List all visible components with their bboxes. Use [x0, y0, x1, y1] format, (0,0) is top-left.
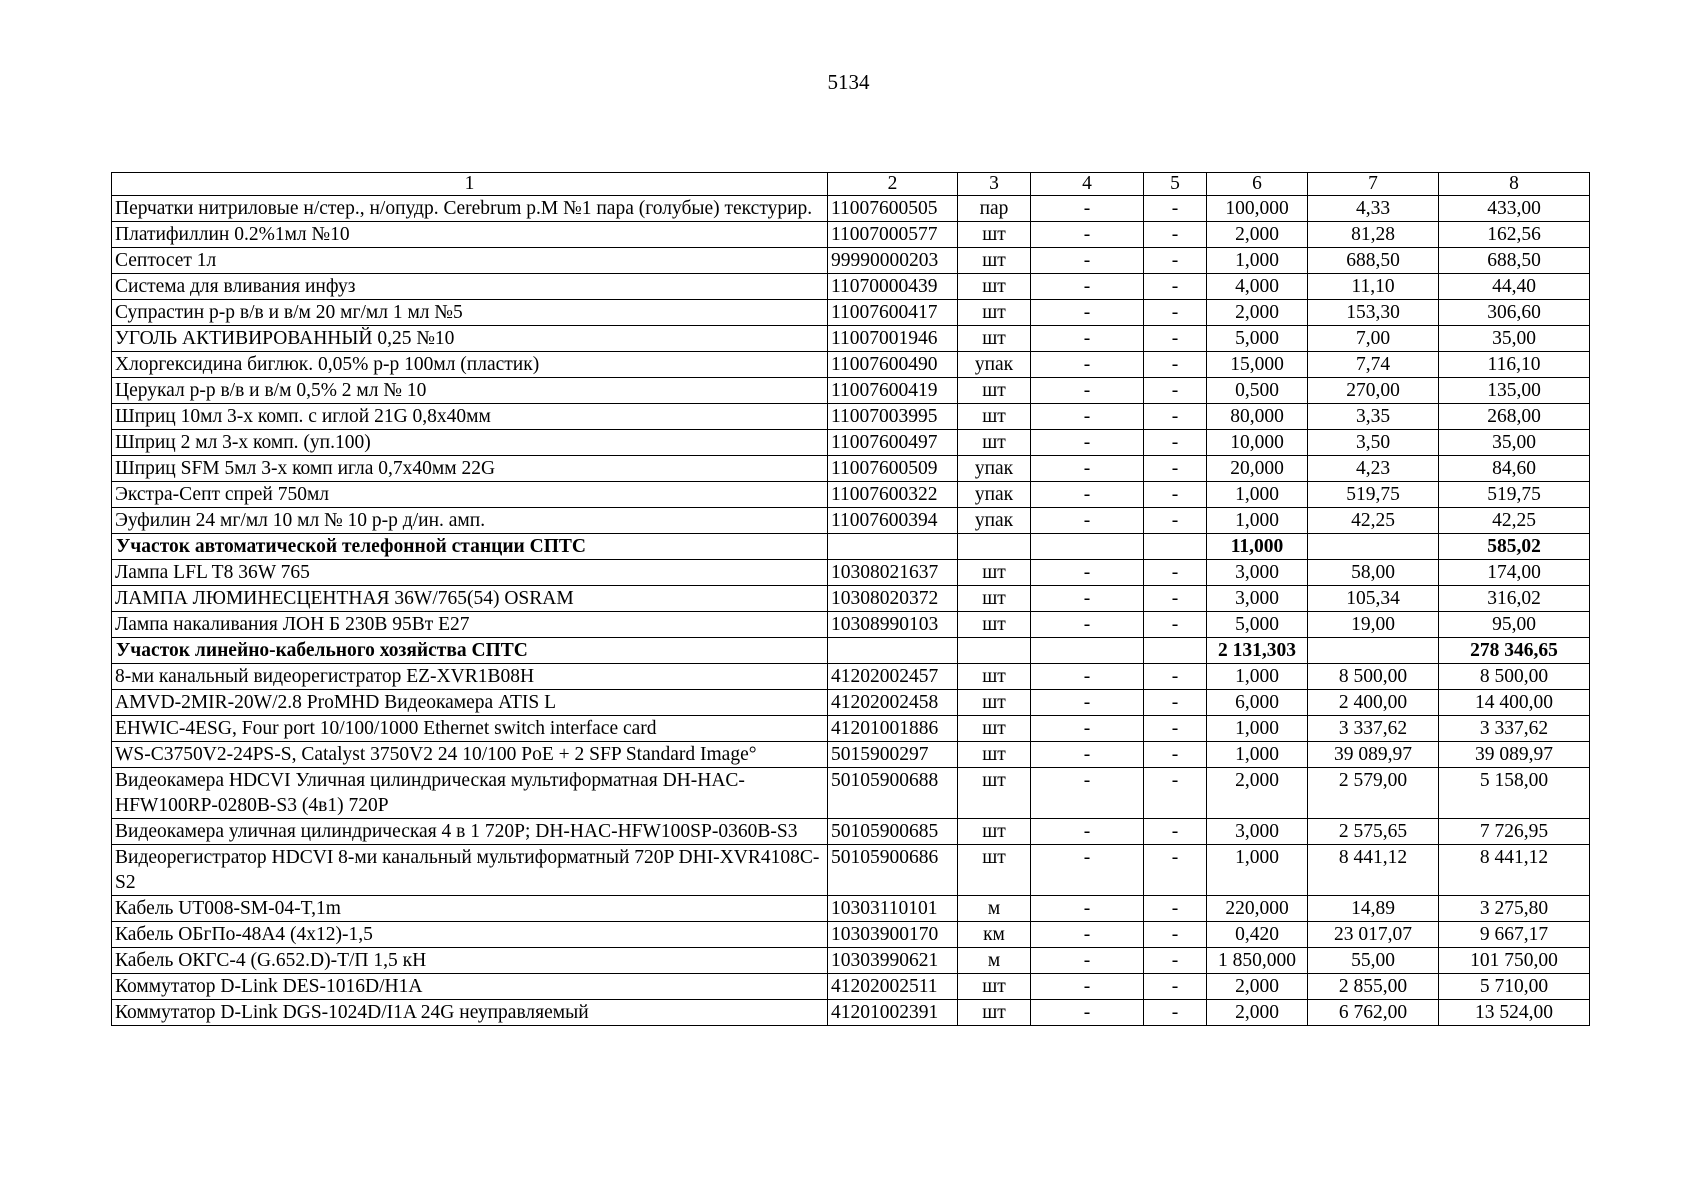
item-unit: шт	[958, 560, 1031, 586]
item-col5: -	[1144, 508, 1207, 534]
item-unit: шт	[958, 664, 1031, 690]
table-row	[112, 896, 1590, 922]
item-unit: шт	[958, 378, 1031, 404]
item-unit: шт	[958, 248, 1031, 274]
item-code: 50105900686	[828, 845, 958, 896]
item-name: Шприц SFM 5мл 3-х комп игла 0,7х40мм 22G	[112, 456, 828, 482]
item-price: 7,00	[1308, 326, 1439, 352]
item-col4: -	[1031, 326, 1144, 352]
item-name: Шприц 10мл 3-х комп. с иглой 21G 0,8х40мм	[112, 404, 828, 430]
item-sum: 162,56	[1439, 222, 1590, 248]
item-sum: 585,02	[1439, 534, 1590, 560]
table-row	[112, 1000, 1590, 1026]
item-code: 41201001886	[828, 716, 958, 742]
table-row	[112, 690, 1590, 716]
table-row	[112, 845, 1590, 896]
item-quantity: 2 131,303	[1207, 638, 1308, 664]
item-unit: упак	[958, 508, 1031, 534]
item-price: 8 441,12	[1308, 845, 1439, 896]
item-price: 2 579,00	[1308, 768, 1439, 819]
item-sum: 8 441,12	[1439, 845, 1590, 896]
header-cell: 4	[1031, 173, 1144, 196]
item-price	[1308, 638, 1439, 664]
item-code: 11007600417	[828, 300, 958, 326]
item-name: Участок автоматической телефонной станции СПТС	[112, 534, 828, 560]
item-col4: -	[1031, 300, 1144, 326]
item-col4: -	[1031, 768, 1144, 819]
item-code: 10303900170	[828, 922, 958, 948]
table-row	[112, 456, 1590, 482]
item-unit: шт	[958, 404, 1031, 430]
item-code: 41202002511	[828, 974, 958, 1000]
item-col5: -	[1144, 948, 1207, 974]
header-cell: 2	[828, 173, 958, 196]
item-price: 39 089,97	[1308, 742, 1439, 768]
item-col5	[1144, 534, 1207, 560]
page-number: 5134	[827, 70, 870, 94]
item-sum: 9 667,17	[1439, 922, 1590, 948]
item-name: Видеорегистратор HDCVI 8-ми канальный мультиформатный 720P DHI-XVR4108C-S2	[112, 845, 828, 896]
item-price: 2 855,00	[1308, 974, 1439, 1000]
item-quantity: 1 850,000	[1207, 948, 1308, 974]
item-col5: -	[1144, 196, 1207, 222]
item-name: УГОЛЬ АКТИВИРОВАННЫЙ 0,25 №10	[112, 326, 828, 352]
item-name: Платифиллин 0.2%1мл №10	[112, 222, 828, 248]
item-quantity: 3,000	[1207, 560, 1308, 586]
item-unit: шт	[958, 845, 1031, 896]
item-unit: упак	[958, 482, 1031, 508]
item-name: Видеокамера уличная цилиндрическая 4 в 1 720P; DH-HAC-HFW100SP-0360B-S3	[112, 819, 828, 845]
item-price: 4,23	[1308, 456, 1439, 482]
section-row	[112, 534, 1590, 560]
item-code: 11007600497	[828, 430, 958, 456]
table-row	[112, 508, 1590, 534]
table-row	[112, 482, 1590, 508]
item-quantity: 220,000	[1207, 896, 1308, 922]
item-col5: -	[1144, 612, 1207, 638]
item-sum: 35,00	[1439, 326, 1590, 352]
item-col5: -	[1144, 482, 1207, 508]
item-unit: шт	[958, 768, 1031, 819]
item-col4: -	[1031, 404, 1144, 430]
item-sum: 84,60	[1439, 456, 1590, 482]
item-col4: -	[1031, 482, 1144, 508]
item-code: 11007000577	[828, 222, 958, 248]
item-col5: -	[1144, 1000, 1207, 1026]
item-code: 41202002457	[828, 664, 958, 690]
item-col4: -	[1031, 196, 1144, 222]
item-quantity: 4,000	[1207, 274, 1308, 300]
item-quantity: 2,000	[1207, 222, 1308, 248]
table-row	[112, 948, 1590, 974]
item-col5	[1144, 638, 1207, 664]
item-quantity: 1,000	[1207, 845, 1308, 896]
item-price: 519,75	[1308, 482, 1439, 508]
item-col4	[1031, 638, 1144, 664]
item-col5: -	[1144, 274, 1207, 300]
item-price: 105,34	[1308, 586, 1439, 612]
item-unit: км	[958, 922, 1031, 948]
item-price: 153,30	[1308, 300, 1439, 326]
item-name: Система для вливания инфуз	[112, 274, 828, 300]
item-unit: шт	[958, 430, 1031, 456]
item-price: 7,74	[1308, 352, 1439, 378]
item-col4: -	[1031, 560, 1144, 586]
item-name: Кабель UT008-SM-04-T,1m	[112, 896, 828, 922]
table-row	[112, 586, 1590, 612]
item-sum: 268,00	[1439, 404, 1590, 430]
item-code: 11007600505	[828, 196, 958, 222]
item-unit: шт	[958, 690, 1031, 716]
item-col4: -	[1031, 430, 1144, 456]
table-row	[112, 404, 1590, 430]
item-code: 50105900685	[828, 819, 958, 845]
table-row	[112, 248, 1590, 274]
item-code: 11070000439	[828, 274, 958, 300]
table-row	[112, 819, 1590, 845]
item-price: 688,50	[1308, 248, 1439, 274]
item-quantity: 0,420	[1207, 922, 1308, 948]
item-col5: -	[1144, 742, 1207, 768]
item-sum: 316,02	[1439, 586, 1590, 612]
item-name: Коммутатор D-Link DES-1016D/H1A	[112, 974, 828, 1000]
item-sum: 116,10	[1439, 352, 1590, 378]
item-name: Участок линейно-кабельного хозяйства СПТС	[112, 638, 828, 664]
item-quantity: 10,000	[1207, 430, 1308, 456]
item-price: 81,28	[1308, 222, 1439, 248]
header-cell: 7	[1308, 173, 1439, 196]
item-col5: -	[1144, 248, 1207, 274]
item-sum: 5 158,00	[1439, 768, 1590, 819]
item-sum: 5 710,00	[1439, 974, 1590, 1000]
item-unit: упак	[958, 352, 1031, 378]
item-sum: 13 524,00	[1439, 1000, 1590, 1026]
item-code: 5015900297	[828, 742, 958, 768]
item-sum: 7 726,95	[1439, 819, 1590, 845]
item-code: 11007600419	[828, 378, 958, 404]
item-col5: -	[1144, 560, 1207, 586]
item-col4: -	[1031, 274, 1144, 300]
item-sum: 3 275,80	[1439, 896, 1590, 922]
item-col5: -	[1144, 404, 1207, 430]
item-col5: -	[1144, 768, 1207, 819]
item-col4: -	[1031, 378, 1144, 404]
item-code: 41202002458	[828, 690, 958, 716]
item-quantity: 1,000	[1207, 482, 1308, 508]
item-col4: -	[1031, 974, 1144, 1000]
item-sum: 3 337,62	[1439, 716, 1590, 742]
item-col4: -	[1031, 222, 1144, 248]
item-sum: 688,50	[1439, 248, 1590, 274]
item-col4: -	[1031, 664, 1144, 690]
item-col4: -	[1031, 456, 1144, 482]
item-name: EHWIC-4ESG, Four port 10/100/1000 Ethernet switch interface card	[112, 716, 828, 742]
section-row	[112, 638, 1590, 664]
item-unit: шт	[958, 742, 1031, 768]
table-row	[112, 664, 1590, 690]
item-quantity: 6,000	[1207, 690, 1308, 716]
item-unit: шт	[958, 586, 1031, 612]
item-code: 10308990103	[828, 612, 958, 638]
item-unit: м	[958, 896, 1031, 922]
item-sum: 42,25	[1439, 508, 1590, 534]
item-quantity: 20,000	[1207, 456, 1308, 482]
item-name: 8-ми канальный видеорегистратор EZ-XVR1B08H	[112, 664, 828, 690]
item-price: 3 337,62	[1308, 716, 1439, 742]
item-code: 11007001946	[828, 326, 958, 352]
item-price: 8 500,00	[1308, 664, 1439, 690]
item-quantity: 100,000	[1207, 196, 1308, 222]
item-unit: м	[958, 948, 1031, 974]
item-col5: -	[1144, 819, 1207, 845]
item-col4: -	[1031, 248, 1144, 274]
table-row	[112, 274, 1590, 300]
item-col5: -	[1144, 222, 1207, 248]
item-name: Коммутатор D-Link DGS-1024D/I1A 24G неуправляемый	[112, 1000, 828, 1026]
item-unit: шт	[958, 819, 1031, 845]
item-col4: -	[1031, 1000, 1144, 1026]
item-price: 2 400,00	[1308, 690, 1439, 716]
item-price: 4,33	[1308, 196, 1439, 222]
item-code: 99990000203	[828, 248, 958, 274]
table-row	[112, 196, 1590, 222]
item-price: 270,00	[1308, 378, 1439, 404]
item-unit: шт	[958, 300, 1031, 326]
item-name: Лампа LFL T8 36W 765	[112, 560, 828, 586]
item-col5: -	[1144, 378, 1207, 404]
item-col4: -	[1031, 948, 1144, 974]
item-sum: 101 750,00	[1439, 948, 1590, 974]
item-code: 11007003995	[828, 404, 958, 430]
item-quantity: 1,000	[1207, 508, 1308, 534]
item-price: 58,00	[1308, 560, 1439, 586]
item-price: 55,00	[1308, 948, 1439, 974]
item-sum: 8 500,00	[1439, 664, 1590, 690]
item-sum: 433,00	[1439, 196, 1590, 222]
item-name: WS-C3750V2-24PS-S, Catalyst 3750V2 24 10/100 PoE + 2 SFP Standard Image°	[112, 742, 828, 768]
item-name: Церукал р-р в/в и в/м 0,5% 2 мл № 10	[112, 378, 828, 404]
item-col4: -	[1031, 352, 1144, 378]
item-price: 42,25	[1308, 508, 1439, 534]
item-code: 10303110101	[828, 896, 958, 922]
table-row	[112, 560, 1590, 586]
item-quantity: 0,500	[1207, 378, 1308, 404]
item-code: 11007600394	[828, 508, 958, 534]
item-unit: шт	[958, 974, 1031, 1000]
item-price: 19,00	[1308, 612, 1439, 638]
item-unit: шт	[958, 1000, 1031, 1026]
item-quantity: 5,000	[1207, 612, 1308, 638]
item-name: Эуфилин 24 мг/мл 10 мл № 10 р-р д/ин. амп.	[112, 508, 828, 534]
item-code: 11007600490	[828, 352, 958, 378]
item-quantity: 2,000	[1207, 974, 1308, 1000]
item-sum: 39 089,97	[1439, 742, 1590, 768]
item-quantity: 2,000	[1207, 1000, 1308, 1026]
item-quantity: 15,000	[1207, 352, 1308, 378]
item-col5: -	[1144, 845, 1207, 896]
item-quantity: 2,000	[1207, 300, 1308, 326]
table-row	[112, 300, 1590, 326]
item-price: 3,50	[1308, 430, 1439, 456]
item-quantity: 5,000	[1207, 326, 1308, 352]
table-row	[112, 352, 1590, 378]
table-row	[112, 612, 1590, 638]
table-row	[112, 742, 1590, 768]
item-unit: шт	[958, 222, 1031, 248]
item-unit: пар	[958, 196, 1031, 222]
item-code: 41201002391	[828, 1000, 958, 1026]
item-name: Видеокамера HDCVI Уличная цилиндрическая мультиформатная DH-HAC-HFW100RP-0280B-S3 (4в1) 720P	[112, 768, 828, 819]
item-col4: -	[1031, 586, 1144, 612]
item-col5: -	[1144, 716, 1207, 742]
item-col4: -	[1031, 690, 1144, 716]
table-row	[112, 716, 1590, 742]
item-name: AMVD-2MIR-20W/2.8 ProMHD Видеокамера ATIS L	[112, 690, 828, 716]
item-sum: 14 400,00	[1439, 690, 1590, 716]
item-price: 3,35	[1308, 404, 1439, 430]
item-col5: -	[1144, 430, 1207, 456]
item-price: 23 017,07	[1308, 922, 1439, 948]
item-price	[1308, 534, 1439, 560]
table-row	[112, 922, 1590, 948]
item-code: 10308020372	[828, 586, 958, 612]
item-sum: 35,00	[1439, 430, 1590, 456]
item-unit: шт	[958, 716, 1031, 742]
item-name: Хлоргексидина биглюк. 0,05% р-р 100мл (пластик)	[112, 352, 828, 378]
item-quantity: 80,000	[1207, 404, 1308, 430]
item-col4: -	[1031, 716, 1144, 742]
item-col4: -	[1031, 922, 1144, 948]
item-col5: -	[1144, 690, 1207, 716]
item-name: Лампа накаливания ЛОН Б 230В 95Вт Е27	[112, 612, 828, 638]
item-unit: шт	[958, 326, 1031, 352]
item-unit: шт	[958, 612, 1031, 638]
table-row	[112, 430, 1590, 456]
item-name: Экстра-Септ спрей 750мл	[112, 482, 828, 508]
item-col4	[1031, 534, 1144, 560]
item-code: 11007600322	[828, 482, 958, 508]
item-col4: -	[1031, 612, 1144, 638]
item-quantity: 1,000	[1207, 248, 1308, 274]
header-cell: 6	[1207, 173, 1308, 196]
item-name: Супрастин р-р в/в и в/м 20 мг/мл 1 мл №5	[112, 300, 828, 326]
item-code	[828, 638, 958, 664]
item-name: ЛАМПА ЛЮМИНЕСЦЕНТНАЯ 36W/765(54) OSRAM	[112, 586, 828, 612]
item-sum: 95,00	[1439, 612, 1590, 638]
item-code: 10303990621	[828, 948, 958, 974]
item-quantity: 1,000	[1207, 742, 1308, 768]
item-col5: -	[1144, 352, 1207, 378]
header-cell: 5	[1144, 173, 1207, 196]
item-name: Перчатки нитриловые н/стер., н/опудр. Cerebrum р.М №1 пара (голубые) текстурир.	[112, 196, 828, 222]
item-col5: -	[1144, 456, 1207, 482]
item-sum: 306,60	[1439, 300, 1590, 326]
item-col5: -	[1144, 326, 1207, 352]
item-quantity: 1,000	[1207, 716, 1308, 742]
item-code: 50105900688	[828, 768, 958, 819]
header-cell: 8	[1439, 173, 1590, 196]
item-col4: -	[1031, 508, 1144, 534]
item-code: 11007600509	[828, 456, 958, 482]
item-code: 10308021637	[828, 560, 958, 586]
item-col4: -	[1031, 896, 1144, 922]
item-price: 2 575,65	[1308, 819, 1439, 845]
item-unit: упак	[958, 456, 1031, 482]
table-row	[112, 326, 1590, 352]
item-unit	[958, 638, 1031, 664]
item-col5: -	[1144, 922, 1207, 948]
item-unit	[958, 534, 1031, 560]
item-sum: 44,40	[1439, 274, 1590, 300]
item-sum: 278 346,65	[1439, 638, 1590, 664]
item-quantity: 11,000	[1207, 534, 1308, 560]
item-unit: шт	[958, 274, 1031, 300]
item-name: Септосет 1л	[112, 248, 828, 274]
item-col5: -	[1144, 664, 1207, 690]
item-col4: -	[1031, 845, 1144, 896]
item-quantity: 2,000	[1207, 768, 1308, 819]
table-row	[112, 222, 1590, 248]
item-code	[828, 534, 958, 560]
item-price: 6 762,00	[1308, 1000, 1439, 1026]
item-col5: -	[1144, 300, 1207, 326]
table-row	[112, 768, 1590, 819]
item-col5: -	[1144, 586, 1207, 612]
item-quantity: 1,000	[1207, 664, 1308, 690]
item-name: Кабель ОБгПо-48А4 (4х12)-1,5	[112, 922, 828, 948]
table-row	[112, 378, 1590, 404]
item-name: Шприц 2 мл 3-х комп. (уп.100)	[112, 430, 828, 456]
header-cell: 1	[112, 173, 828, 196]
header-cell: 3	[958, 173, 1031, 196]
item-name: Кабель ОКГС-4 (G.652.D)-Т/П 1,5 кН	[112, 948, 828, 974]
header-row	[112, 173, 1590, 196]
inventory-table	[111, 172, 1590, 1026]
item-sum: 174,00	[1439, 560, 1590, 586]
item-col4: -	[1031, 819, 1144, 845]
item-price: 14,89	[1308, 896, 1439, 922]
item-col5: -	[1144, 896, 1207, 922]
item-quantity: 3,000	[1207, 586, 1308, 612]
item-price: 11,10	[1308, 274, 1439, 300]
item-col5: -	[1144, 974, 1207, 1000]
table-row	[112, 974, 1590, 1000]
table-body	[112, 196, 1590, 1026]
item-sum: 135,00	[1439, 378, 1590, 404]
item-col4: -	[1031, 742, 1144, 768]
item-sum: 519,75	[1439, 482, 1590, 508]
item-quantity: 3,000	[1207, 819, 1308, 845]
